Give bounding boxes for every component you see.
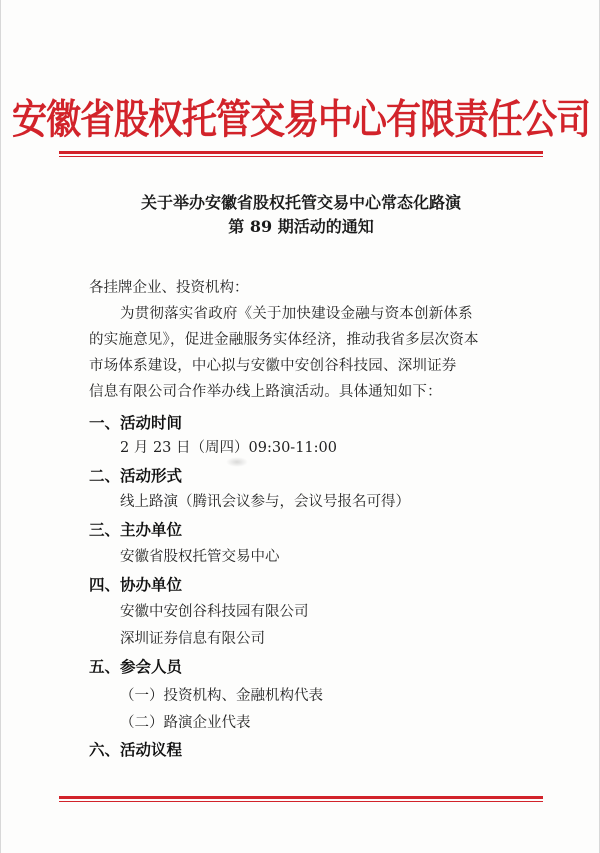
footer-red-rule-thin bbox=[59, 801, 543, 802]
participant-group: （二）路演企业代表 bbox=[120, 715, 251, 731]
section-heading-agenda: 六、活动议程 bbox=[89, 741, 183, 759]
footer-red-rule-thick bbox=[59, 796, 543, 799]
section-heading-host: 三、主办单位 bbox=[89, 521, 183, 539]
notice-title-line-2: 第 89 期活动的通知 bbox=[228, 217, 374, 236]
intro-line: 市场体系建设，中心拟与安徽中安创谷科技园、深圳证券 bbox=[89, 358, 457, 374]
letterhead-red-rule-thick bbox=[59, 151, 543, 154]
scan-smudge bbox=[226, 457, 248, 467]
salutation: 各挂牌企业、投资机构： bbox=[89, 280, 249, 296]
section-heading-format: 二、活动形式 bbox=[89, 467, 183, 485]
intro-line: 信息有限公司合作举办线上路演活动。具体通知如下： bbox=[89, 384, 442, 400]
notice-title-line-1: 关于举办安徽省股权托管交易中心常态化路演 bbox=[140, 193, 461, 212]
letterhead-title: 安徽省股权托管交易中心有限责任公司 bbox=[11, 96, 590, 144]
letterhead-red-rule-thin bbox=[59, 156, 543, 157]
co-organizer: 安徽中安创谷科技园有限公司 bbox=[120, 604, 309, 620]
section-heading-co-organizers: 四、协办单位 bbox=[89, 576, 183, 594]
co-organizer: 深圳证券信息有限公司 bbox=[120, 631, 265, 647]
event-time: 2 月 23 日（周四）09:30-11:00 bbox=[120, 440, 337, 456]
event-format: 线上路演（腾讯会议参与，会议号报名可得） bbox=[120, 494, 410, 510]
host-organization: 安徽省股权托管交易中心 bbox=[120, 549, 280, 565]
section-heading-participants: 五、参会人员 bbox=[89, 658, 183, 676]
participant-group: （一）投资机构、金融机构代表 bbox=[120, 688, 323, 704]
section-heading-time: 一、活动时间 bbox=[89, 414, 183, 432]
intro-line: 为贯彻落实省政府《关于加快建设金融与资本创新体系 bbox=[120, 306, 473, 322]
intro-line: 的实施意见》，促进金融服务实体经济，推动我省多层次资本 bbox=[89, 332, 479, 348]
